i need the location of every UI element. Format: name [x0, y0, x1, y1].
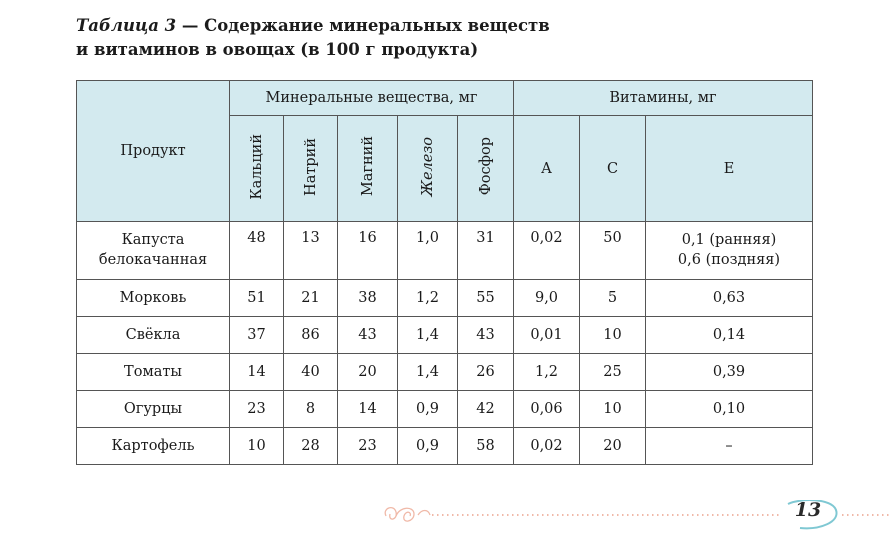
col-header-vitamin-a: A	[514, 116, 580, 222]
vitamin-e-line: 0,1 (ранняя)	[681, 232, 777, 248]
product-name-line: Свёкла	[125, 327, 181, 343]
cell-vitamin-e	[646, 280, 813, 317]
cell-vitamin-c: 20	[580, 428, 646, 465]
col-header-iron: Железо	[398, 116, 458, 222]
product-cell	[77, 280, 230, 317]
cell-vitamin-e	[646, 391, 813, 428]
cell-sodium: 8	[284, 391, 338, 428]
cell-magnesium: 16	[338, 222, 398, 280]
cell-sodium: 21	[284, 280, 338, 317]
cell-magnesium: 38	[338, 280, 398, 317]
cell-sodium: 40	[284, 354, 338, 391]
product-name-line: Огурцы	[123, 401, 183, 417]
cell-magnesium: 14	[338, 391, 398, 428]
cell-vitamin-a: 0,02	[514, 222, 580, 280]
cell-phosphorus: 55	[458, 280, 514, 317]
vitamin-e-line: 0,10	[712, 401, 746, 417]
caption-line1: Содержание минеральных веществ	[204, 16, 550, 35]
cell-calcium: 51	[230, 280, 284, 317]
cell-vitamin-e	[646, 428, 813, 465]
caption-lead: Таблица 3	[76, 16, 177, 35]
col-header-magnesium: Магний	[338, 116, 398, 222]
cell-vitamin-e	[646, 222, 813, 280]
cell-phosphorus: 42	[458, 391, 514, 428]
cell-iron: 0,9	[398, 391, 458, 428]
product-cell	[77, 391, 230, 428]
col-header-vitamin-c: C	[580, 116, 646, 222]
cell-magnesium: 43	[338, 317, 398, 354]
product-name-line: белокачанная	[98, 252, 208, 268]
product-header: Продукт	[77, 81, 230, 222]
product-name-line: Картофель	[111, 438, 195, 454]
cell-phosphorus: 58	[458, 428, 514, 465]
cell-phosphorus: 43	[458, 317, 514, 354]
cell-iron: 1,4	[398, 317, 458, 354]
cell-vitamin-c: 50	[580, 222, 646, 280]
cell-vitamin-c: 25	[580, 354, 646, 391]
cell-calcium: 23	[230, 391, 284, 428]
cell-vitamin-a: 0,02	[514, 428, 580, 465]
cell-sodium: 28	[284, 428, 338, 465]
cell-iron: 1,0	[398, 222, 458, 280]
cell-calcium: 37	[230, 317, 284, 354]
product-cell	[77, 354, 230, 391]
cell-sodium: 13	[284, 222, 338, 280]
cell-vitamin-a: 0,06	[514, 391, 580, 428]
vitamin-e-line: 0,6 (поздняя)	[677, 252, 781, 268]
product-cell	[77, 317, 230, 354]
table-row	[77, 317, 813, 354]
table-row	[77, 222, 813, 280]
caption-line2: и витаминов в овощах (в 100 г продукта)	[76, 40, 479, 59]
product-name-line: Томаты	[124, 364, 182, 380]
cell-magnesium: 23	[338, 428, 398, 465]
col-header-calcium: Кальций	[230, 116, 284, 222]
cell-vitamin-c: 10	[580, 317, 646, 354]
swirl-icon	[385, 508, 430, 521]
minerals-vitamins-table	[76, 80, 813, 465]
vitamin-e-line: 0,63	[712, 290, 746, 306]
table-row	[77, 280, 813, 317]
product-name-line: Капуста	[121, 232, 185, 248]
vitamin-e-line: 0,14	[712, 327, 746, 343]
cell-vitamin-a: 9,0	[514, 280, 580, 317]
product-name-line: Морковь	[119, 290, 187, 306]
table-row	[77, 391, 813, 428]
cell-calcium: 14	[230, 354, 284, 391]
table-row	[77, 428, 813, 465]
cell-iron: 1,4	[398, 354, 458, 391]
table-caption	[76, 14, 796, 62]
cell-vitamin-a: 1,2	[514, 354, 580, 391]
col-header-sodium: Натрий	[284, 116, 338, 222]
vitamin-e-line: 0,39	[712, 364, 746, 380]
cell-vitamin-e	[646, 317, 813, 354]
cell-iron: 0,9	[398, 428, 458, 465]
cell-calcium: 10	[230, 428, 284, 465]
vitamins-group-header: Витамины, мг	[514, 81, 813, 116]
cell-iron: 1,2	[398, 280, 458, 317]
cell-vitamin-c: 10	[580, 391, 646, 428]
cell-vitamin-a: 0,01	[514, 317, 580, 354]
cell-phosphorus: 26	[458, 354, 514, 391]
product-cell	[77, 222, 230, 280]
cell-magnesium: 20	[338, 354, 398, 391]
table-body	[77, 222, 813, 465]
product-cell	[77, 428, 230, 465]
minerals-group-header: Минеральные вещества, мг	[230, 81, 514, 116]
cell-vitamin-e	[646, 354, 813, 391]
cell-phosphorus: 31	[458, 222, 514, 280]
page-number: 13	[794, 499, 822, 521]
table-row	[77, 354, 813, 391]
col-header-phosphorus: Фосфор	[458, 116, 514, 222]
caption-dash: —	[176, 16, 205, 35]
cell-calcium: 48	[230, 222, 284, 280]
col-header-vitamin-e: E	[646, 116, 813, 222]
vitamin-e-line: –	[725, 438, 733, 454]
cell-vitamin-c: 5	[580, 280, 646, 317]
cell-sodium: 86	[284, 317, 338, 354]
